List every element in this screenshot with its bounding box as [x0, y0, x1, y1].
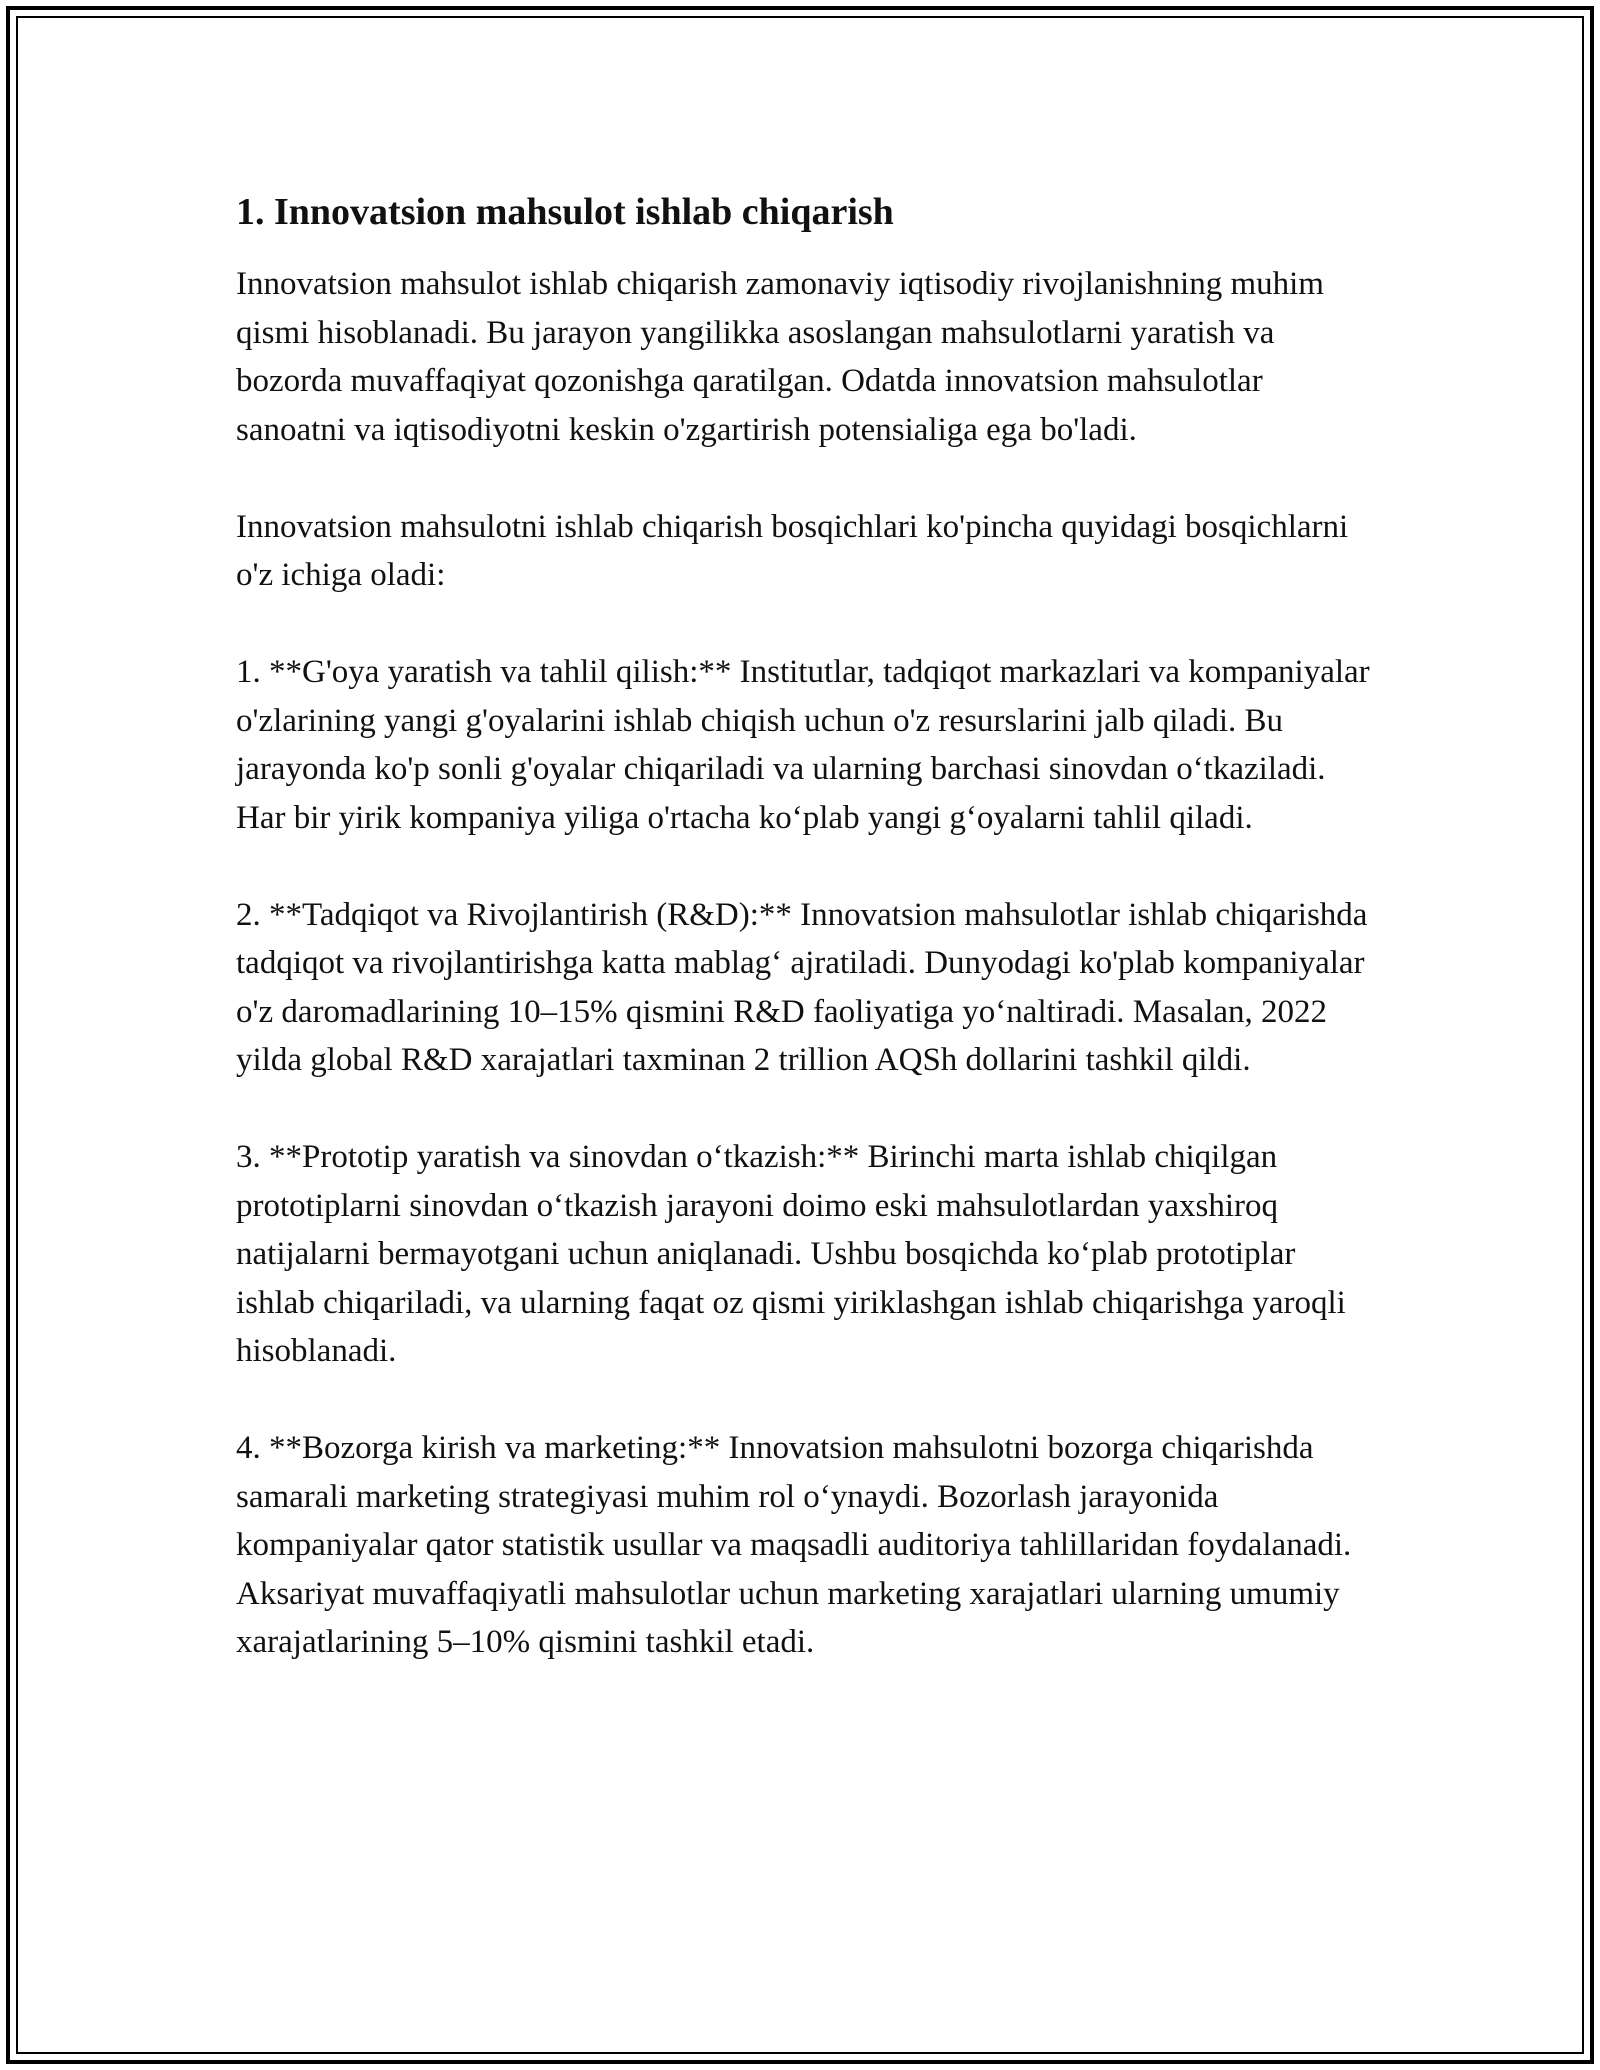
paragraph-intro: Innovatsion mahsulot ishlab chiqarish zamonaviy iqtisodiy rivojlanishning muhim qismi hisoblanadi. Bu jarayon yangilikka asoslangan mahsulotlarni yaratish va bozorda muvaffaqiyat qozonishga qaratilgan. Odatda innovatsion mahsulotlar sanoatni va iqtisodiyotni keskin o'zgartirish potensialiga ega bo'ladi. — [236, 266, 1324, 448]
document-body — [236, 186, 1376, 1715]
paragraph-stage-1: 1. **G'oya yaratish va tahlil qilish:** Institutlar, tadqiqot markazlari va kompaniyalar o'zlarining yangi g'oyalarini ishlab chiqish uchun o'z resurslarini jalb qiladi. Bu jarayonda ko'p sonli g'oyalar chiqariladi va ularning barchasi sinovdan o‘tkaziladi. Har bir yirik kompaniya yiliga o'rtacha ko‘plab yangi g‘oyalarni tahlil qiladi. — [236, 654, 1370, 836]
paragraph-stage-3: 3. **Prototip yaratish va sinovdan o‘tkazish:** Birinchi marta ishlab chiqilgan prototiplarni sinovdan o‘tkazish jarayoni doimo eski mahsulotlardan yaxshiroq natijalarni bermayotgani uchun aniqlanadi. Ushbu bosqichda ko‘plab prototiplar ishlab chiqariladi, va ularning faqat oz qismi yiriklashgan ishlab chiqarishga yaroqli hisoblanadi. — [236, 1139, 1346, 1369]
paragraph-stages-lead: Innovatsion mahsulotni ishlab chiqarish bosqichlari ko'pincha quyidagi bosqichlarni o'z ichiga oladi: — [236, 508, 1349, 593]
paragraph-stage-2: 2. **Tadqiqot va Rivojlantirish (R&D):** Innovatsion mahsulotlar ishlab chiqarishda tadqiqot va rivojlantirishga katta mablag‘ ajratiladi. Dunyodagi ko'plab kompaniyalar o'z daromadlarining 10–15% qismini R&D faoliyatiga yo‘naltiradi. Masalan, 2022 yilda global R&D xarajatlari taxminan 2 trillion AQSh dollarini tashkil qildi. — [236, 896, 1368, 1078]
paragraph-stage-4: 4. **Bozorga kirish va marketing:** Innovatsion mahsulotni bozorga chiqarishda samarali marketing strategiyasi muhim rol o‘ynaydi. Bozorlash jarayonida kompaniyalar qator statistik usullar va maqsadli auditoriya tahlillaridan foydalanadi. Aksariyat muvaffaqiyatli mahsulotlar uchun marketing xarajatlari ularning umumiy xarajatlarining 5–10% qismini tashkil etadi. — [236, 1430, 1352, 1660]
document-title: 1. Innovatsion mahsulot ishlab chiqarish — [236, 191, 894, 233]
